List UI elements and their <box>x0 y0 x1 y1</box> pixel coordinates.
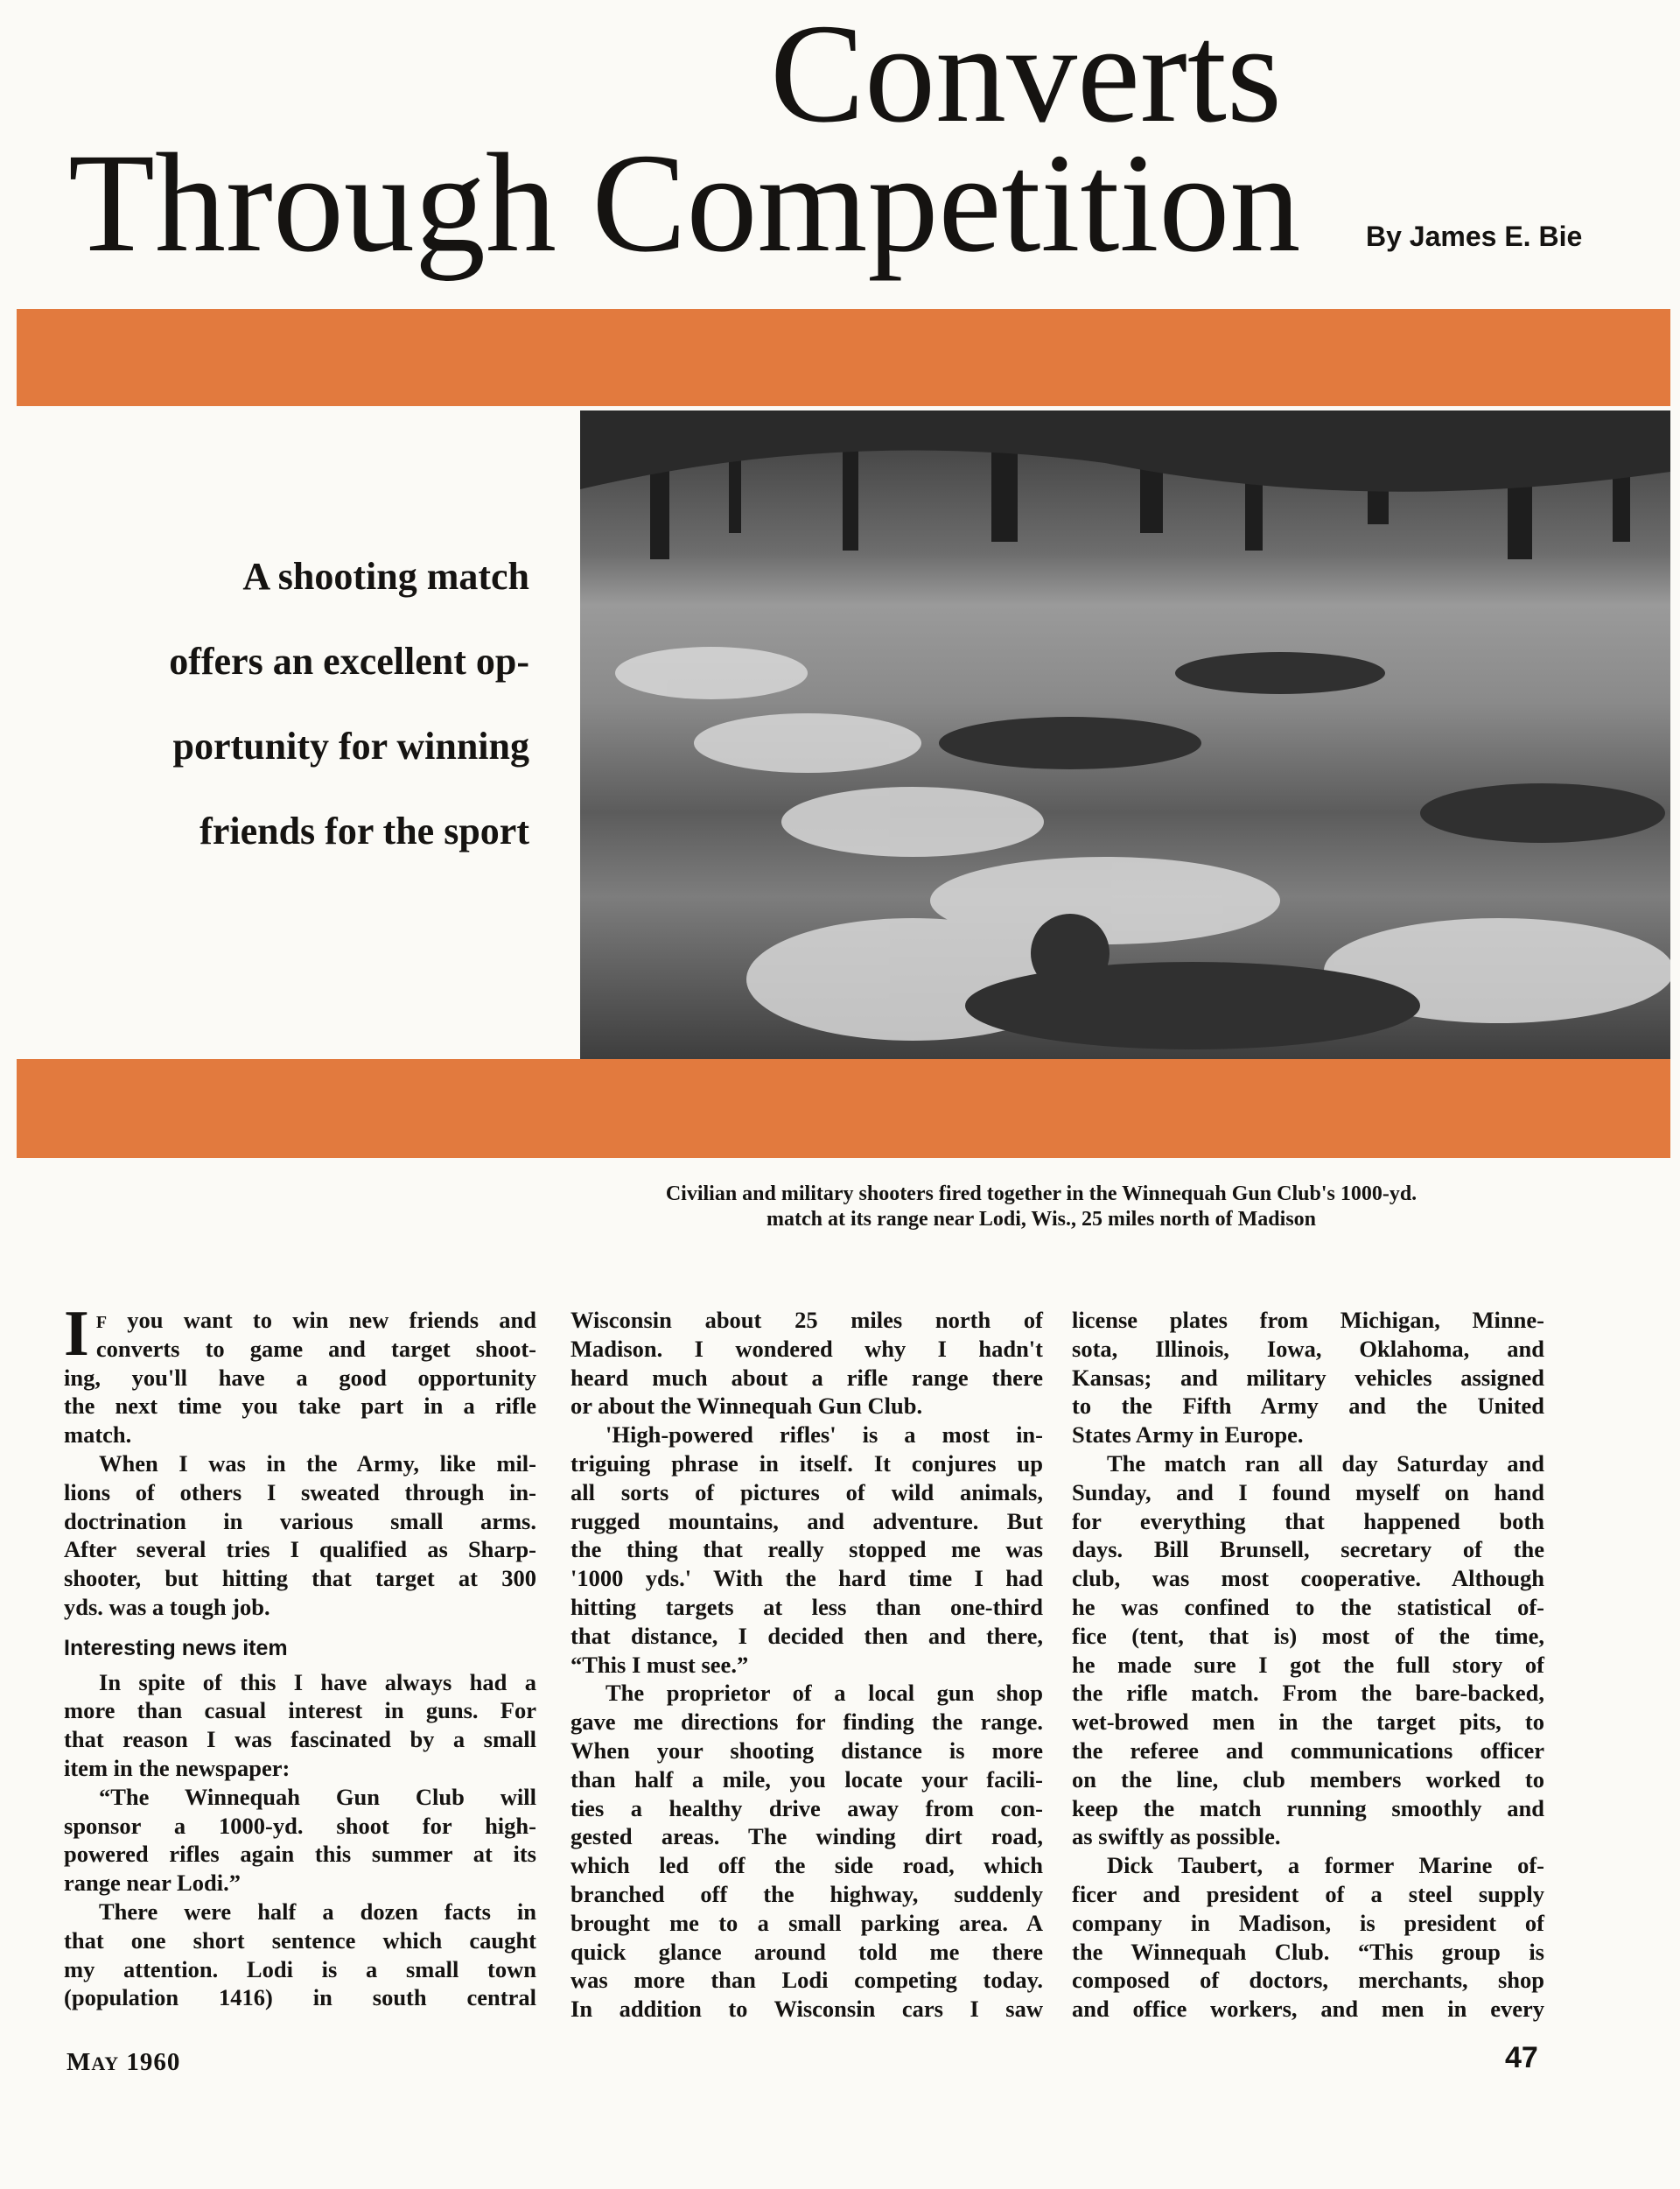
text-line: license plates from Michigan, Minne- <box>1072 1307 1544 1333</box>
text-line <box>64 1306 536 1335</box>
text-line: After several tries I qualified as Sharp- <box>64 1536 536 1563</box>
title-line-2: Through Competition <box>68 125 1301 282</box>
text-line: was more than Lodi competing today. <box>570 1967 1043 1994</box>
text-line: 'High-powered rifles' is a most in- <box>606 1421 1043 1449</box>
text-line: days. Bill Brunsell, secretary of the <box>1072 1536 1544 1563</box>
paragraph <box>64 1668 536 1783</box>
month-initial: M <box>66 2048 92 2076</box>
text-line: branched off the highway, suddenly <box>570 1880 1043 1907</box>
text-line: shooter, but hitting that target at 300 <box>64 1565 536 1592</box>
text-line: hitting targets at less than one-third <box>570 1593 1043 1620</box>
paragraph <box>64 1298 536 1449</box>
text-line: triguing phrase in itself. It conjures up <box>570 1449 1043 1477</box>
text-line: brought me to a small parking area. A <box>570 1909 1043 1936</box>
paragraph <box>570 1421 1043 1679</box>
text-line: (population 1416) in south central <box>64 1984 536 2011</box>
section-heading: Interesting news item <box>64 1635 288 1660</box>
text-line: '1000 yds.' With the hard time I had <box>570 1565 1043 1592</box>
text-line: gave me directions for finding the range. <box>570 1708 1043 1736</box>
text-line: sponsor a 1000-yd. shoot for high- <box>64 1812 536 1839</box>
text-line: In spite of this I have always had a <box>99 1668 536 1695</box>
deck-line: portunity for winning <box>172 725 529 768</box>
text-line: Kansas; and military vehicles assigned <box>1072 1364 1544 1391</box>
text-line: than half a mile, you locate your facili- <box>570 1765 1043 1793</box>
title-line-1: Converts <box>770 0 1282 152</box>
text-line-rest: you want to win new friends and <box>107 1307 536 1333</box>
text-line: as swiftly as possible. <box>1072 1823 1281 1850</box>
text-line: Madison. I wondered why I hadn't <box>570 1335 1043 1362</box>
small-cap: F <box>95 1313 108 1332</box>
deck-line: friends for the sport <box>200 810 529 852</box>
year: 1960 <box>126 2048 181 2076</box>
text-line: heard much about a rifle range there <box>570 1364 1043 1391</box>
paragraph <box>1072 1449 1544 1851</box>
issue-date <box>66 2048 180 2077</box>
month-rest: AY <box>91 2052 120 2074</box>
text-line: sota, Illinois, Iowa, Oklahoma, and <box>1072 1335 1544 1362</box>
text-line: In addition to Wisconsin cars I saw <box>570 1996 1043 2023</box>
text-line: doctrination in various small arms. <box>64 1507 536 1534</box>
drop-cap: I <box>64 1298 89 1370</box>
text-line: Dick Taubert, a former Marine of- <box>1107 1852 1544 1879</box>
text-line: fice (tent, that is) most of the time, <box>1072 1622 1544 1649</box>
text-line: rugged mountains, and adventure. But <box>570 1507 1043 1534</box>
caption-line: match at its range near Lodi, Wis., 25 miles north of Madison <box>766 1208 1317 1231</box>
text-line: which led off the side road, which <box>570 1852 1043 1879</box>
text-line: and office workers, and men in every <box>1072 1996 1544 2023</box>
text-line: quick glance around told me there <box>570 1938 1043 1965</box>
text-line: ties a healthy drive away from con- <box>570 1794 1043 1821</box>
text-line: the Winnequah Club. “This group is <box>1072 1938 1544 1965</box>
page-number: 47 <box>1505 2041 1538 2074</box>
text-line: on the line, club members worked to <box>1072 1765 1544 1793</box>
text-line: There were half a dozen facts in <box>99 1898 536 1925</box>
photo-image <box>580 410 1670 1059</box>
paragraph <box>64 1449 536 1622</box>
deck-subtitle <box>35 534 529 873</box>
caption-line: Civilian and military shooters fired together in the Winnequah Gun Club's 1000-yd. <box>665 1182 1418 1205</box>
text-line: all sorts of pictures of wild animals, <box>570 1478 1043 1505</box>
text-line: Wisconsin about 25 miles north of <box>570 1307 1043 1333</box>
text-line: composed of doctors, merchants, shop <box>1072 1967 1544 1994</box>
text-line: Sunday, and I found myself on hand <box>1072 1478 1544 1505</box>
text-line: powered rifles again this summer at its <box>64 1841 536 1868</box>
text-line: “The Winnequah Gun Club will <box>99 1783 536 1810</box>
photo-shooters-prone <box>580 410 1670 1059</box>
text-line: converts to game and target shoot- <box>95 1335 536 1362</box>
text-line: the referee and communications officer <box>1072 1736 1544 1764</box>
text-line: for everything that happened both <box>1072 1507 1544 1534</box>
paragraph <box>1072 1851 1544 2024</box>
photo-caption <box>560 1182 1522 1232</box>
text-line: States Army in Europe. <box>1072 1421 1304 1449</box>
text-line: When your shooting distance is more <box>570 1736 1043 1764</box>
text-line: the thing that really stopped me was <box>570 1536 1043 1563</box>
text-line: more than casual interest in guns. For <box>64 1697 536 1724</box>
article-column-1 <box>64 1298 536 2012</box>
text-line: The proprietor of a local gun shop <box>606 1680 1043 1707</box>
text-line: he made sure I got the full story of <box>1072 1651 1544 1678</box>
text-line: that distance, I decided then and there, <box>570 1622 1043 1649</box>
byline: By James E. Bie <box>1366 221 1583 252</box>
text-line: the rifle match. From the bare-backed, <box>1072 1680 1544 1707</box>
text-line: yds. was a tough job. <box>64 1593 270 1620</box>
orange-band-top <box>17 309 1670 406</box>
article-column-2 <box>570 1306 1043 2024</box>
deck-line: offers an excellent op- <box>169 640 529 683</box>
text-line: “This I must see.” <box>570 1651 749 1678</box>
article-column-3 <box>1072 1306 1544 2024</box>
text-line: item in the newspaper: <box>64 1754 290 1781</box>
orange-band-bottom <box>17 1059 1670 1158</box>
text-line: he was confined to the statistical of- <box>1072 1593 1544 1620</box>
text-line: that reason I was fascinated by a small <box>64 1726 536 1753</box>
text-line: keep the match running smoothly and <box>1072 1794 1544 1821</box>
paragraph <box>570 1306 1043 1421</box>
paragraph <box>64 1783 536 1898</box>
text-line: the next time you take part in a rifle <box>64 1393 536 1420</box>
text-line: lions of others I sweated through in- <box>64 1478 536 1505</box>
deck-line: A shooting match <box>242 555 529 598</box>
text-line: gested areas. The winding dirt road, <box>570 1823 1043 1850</box>
text-line: that one short sentence which caught <box>64 1926 536 1954</box>
text-line: club, was most cooperative. Although <box>1072 1565 1544 1592</box>
text-line: company in Madison, is president of <box>1072 1909 1544 1936</box>
text-line: match. <box>64 1421 132 1449</box>
text-line: ing, you'll have a good opportunity <box>64 1364 536 1391</box>
text-line: my attention. Lodi is a small town <box>64 1955 536 1982</box>
text-line: wet-browed men in the target pits, to <box>1072 1708 1544 1736</box>
paragraph <box>64 1898 536 2012</box>
paragraph <box>1072 1306 1544 1449</box>
text-line: or about the Winnequah Gun Club. <box>570 1393 923 1420</box>
text-line: range near Lodi.” <box>64 1870 241 1897</box>
text-line: When I was in the Army, like mil- <box>99 1449 536 1477</box>
paragraph <box>570 1679 1043 2024</box>
text-line: The match ran all day Saturday and <box>1107 1449 1544 1477</box>
text-line: ficer and president of a steel supply <box>1072 1880 1544 1907</box>
text-line: to the Fifth Army and the United <box>1072 1393 1544 1420</box>
